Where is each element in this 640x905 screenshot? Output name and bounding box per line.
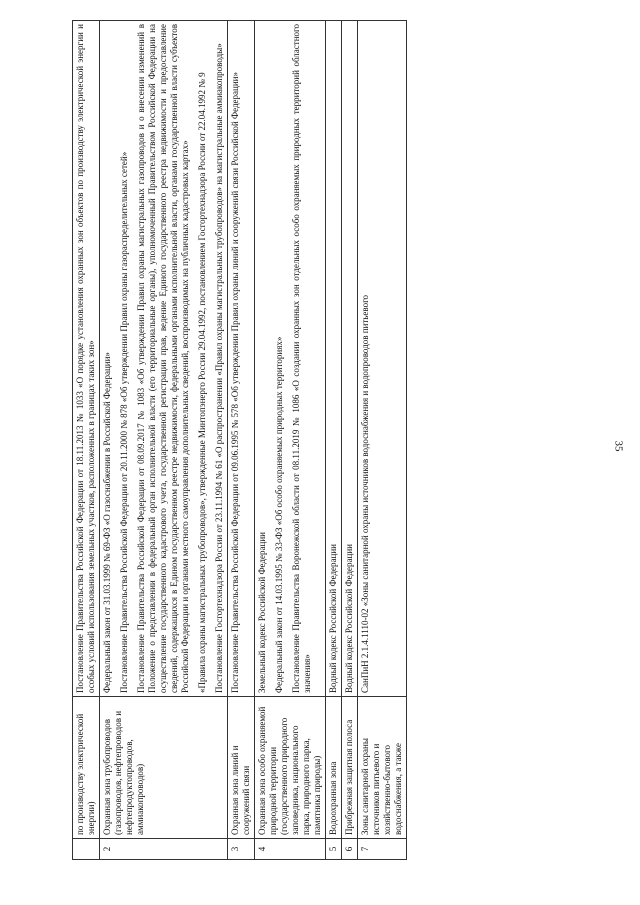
- table-row: [73, 21, 100, 860]
- document-reference: Федеральный закон от 14.03.1995 № 33-ФЗ «Об особо охраняемых природных территориях»: [274, 336, 284, 693]
- document-reference: Постановление Правительства Российской Федерации от 09.06.1995 № 578 «Об утверждении Правил охраны линий и сооружений связи Российской Федерации»: [230, 72, 240, 693]
- table-row: [326, 21, 342, 860]
- document-reference: Постановление Правительства Российской Федерации от 08.09.2017 № 1083 «Об утверждении Правил охраны магистральных газопроводов и о внесении изменений в Положение о представлении в федеральный орган исполнительной власти (его территориальные органы), уполномоченный Правительством Российской Федерации на осуществление государственного кадастрового учета, государственной регистрации прав, ведение Единого государственного реестра недвижимости и предоставление сведений, содержащихся в Едином государственном реестре недвижимости, федеральными органами исполнительной власти, органами государственной власти субъектов Российской Федерации и органами местного самоуправления дополнительных сведений, воспроизводимых на публичных кадастровых картах»: [136, 24, 190, 693]
- document-reference: Водный кодекс Российской Федерации: [344, 544, 354, 693]
- legal-basis: [100, 21, 228, 697]
- zone-name: по производству электрической энергии): [73, 697, 100, 839]
- document-reference: «Правила охраны магистральных трубопроводов», утвержденные Минтопэнерго России 29.04.1992, постановлением Госгортехнадзора России от 22.04.1992 № 9: [197, 72, 207, 693]
- legal-basis: [342, 21, 358, 697]
- document-reference: Постановление Правительства Российской Федерации от 20.11.2000 № 878 «Об утверждении Правил охраны газораспределительных сетей»: [119, 151, 129, 693]
- row-number: 3: [228, 839, 255, 860]
- document-reference: Федеральный закон от 31.03.1999 № 69-ФЗ «О газоснабжении в Российской Федерации»: [102, 352, 112, 693]
- table-row: [342, 21, 358, 860]
- document-reference: Постановление Госгортехнадзора России от 23.11.1994 № 61 «О распространении «Правил охраны магистральных трубопроводов» на магистральные аммиакопроводы»: [214, 43, 224, 693]
- zone-name: Прибрежная защитная полоса: [342, 697, 358, 839]
- document-reference: Водный кодекс Российской Федерации: [328, 544, 338, 693]
- legal-basis: [228, 21, 255, 697]
- zone-name: Охранная зона трубопроводов (газопроводов, нефтепроводов и нефтепродуктопроводов, аммиакопроводов): [100, 697, 228, 839]
- document-reference: Постановление Правительства Воронежской области от 08.11.2019 № 1086 «О создании охранных зон отдельных особо охраняемых природных территорий областного значения»: [291, 24, 312, 693]
- table-row: [255, 21, 326, 860]
- table-row: [358, 21, 407, 860]
- legal-basis: [73, 21, 100, 697]
- legal-basis: [255, 21, 326, 697]
- row-number: 2: [100, 839, 228, 860]
- table-row: [228, 21, 255, 860]
- document-reference: СанПиН 2.1.4.1110-02 «Зоны санитарной охраны источников водоснабжения и водопроводов питьевого: [360, 294, 370, 693]
- regulations-table: [72, 20, 407, 860]
- legal-basis: [326, 21, 342, 697]
- zone-name: Охранная зона особо охраняемой природной территории (государственного природного заповедника, национального парка, природного парка, памятника природы): [255, 697, 326, 839]
- row-number: 7: [358, 839, 407, 860]
- zone-name: Зоны санитарной охраны источников питьевого и хозяйственно-бытового водоснабжения, а также: [358, 697, 407, 839]
- row-number: 6: [342, 839, 358, 860]
- row-number: 5: [326, 839, 342, 860]
- table-row: [100, 21, 228, 860]
- zone-name: Охранная зона линий и сооружений связи: [228, 697, 255, 839]
- legal-basis: [358, 21, 407, 697]
- row-number: 4: [255, 839, 326, 860]
- document-reference: Постановление Правительства Российской Федерации от 18.11.2013 № 1033 «О порядке установления охранных зон объектов по производству электрической энергии и особых условий использования земельных участков, расположенных в границах таких зон»: [75, 24, 96, 693]
- page-number: 35: [612, 440, 625, 452]
- zone-name: Водоохранная зона: [326, 697, 342, 839]
- document-reference: Земельный кодекс Российской Федерации: [257, 532, 267, 693]
- row-number: [73, 839, 100, 860]
- rotated-table-container: [72, 20, 607, 860]
